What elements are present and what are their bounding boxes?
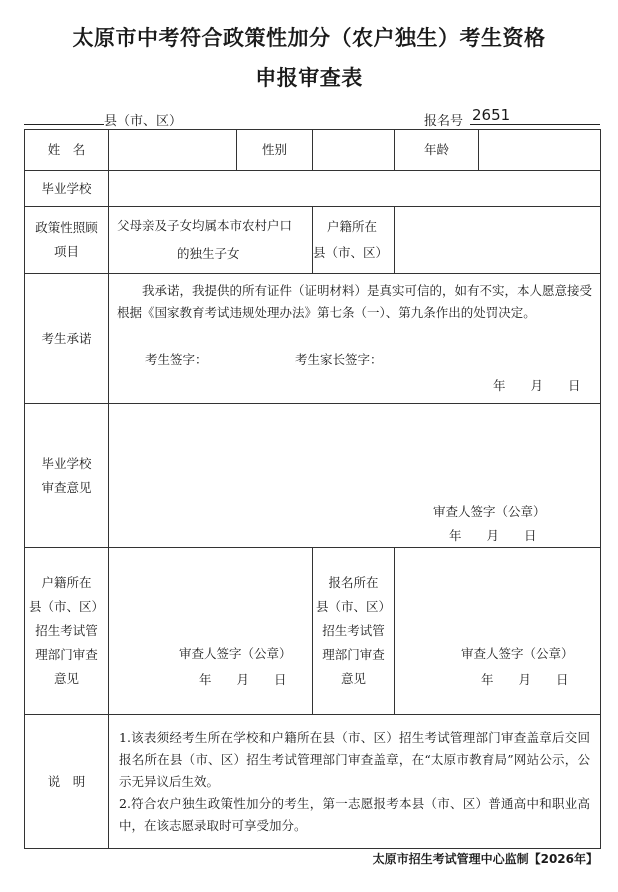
note-1: 1.该表须经考生所在学校和户籍所在县（市、区）招生考试管理部门审查盖章后交回报名所在县（市、区）招生考试管理部门审查盖章，在“太原市教育局”网站公示，公示无异议后生效。 [119,729,590,789]
student-sign-label: 考生签字： [145,352,208,367]
name-label: 姓 名 [25,130,109,171]
reg-review-date: 年 月 日 [481,672,569,687]
registration-number-value: 2651 [472,106,511,124]
hukou-review-label-line2: 县（市、区） [28,599,104,614]
note-2: 2.符合农户独生政策性加分的考生，第一志愿报考本县（市、区）普通高中和职业高中，在该志愿录取时可享受加分。 [119,795,590,833]
hukou-label-line1: 户籍所在 [327,219,378,234]
reg-reviewer-sign: 审查人签字（公章） [461,646,574,661]
school-review-date: 年 月 日 [449,528,537,543]
hukou-review-label-line5: 意见 [53,671,79,686]
form-subtitle: 申报审查表 [255,66,363,90]
policy-value [109,207,313,274]
policy-label-line1: 政策性照顾 [35,220,98,235]
hukou-field[interactable] [395,207,601,274]
pledge-label: 考生承诺 [25,274,109,404]
hukou-review-label-line4: 理部门审查 [35,647,98,662]
hukou-label [313,207,395,274]
registration-number-label: 报名号 [424,114,464,129]
reg-review-label-line3: 招生考试管 [322,623,385,638]
gender-label: 性别 [237,130,313,171]
school-review-label-line1: 毕业学校 [41,455,92,471]
hukou-review-label [25,548,109,715]
name-field[interactable] [109,130,237,171]
hukou-review-cell[interactable] [109,548,313,715]
policy-label-line2: 项目 [53,244,79,259]
school-review-label [25,404,109,548]
footer-issuer: 太原市招生考试管理中心监制【2026年】 [372,852,598,866]
registration-number-line [470,124,600,125]
parent-sign-label: 考生家长签字： [295,352,383,367]
application-form-table [24,129,601,849]
county-blank-line [24,124,104,125]
pledge-text: 我承诺，我提供的所有证件（证明材料）是真实可信的，如有不实，本人愿意接受根据《国家教育考试违规处理办法》第七条（一）、第九条作出的处罚决定。 [117,283,593,320]
school-review-cell[interactable] [109,404,601,548]
reg-review-cell[interactable] [395,548,601,715]
age-label: 年龄 [395,130,479,171]
pledge-cell [109,274,601,404]
pledge-date: 年 月 日 [493,378,581,393]
hukou-reviewer-sign: 审查人签字（公章） [179,646,292,661]
school-field[interactable] [109,171,601,207]
reg-review-label-line2: 县（市、区） [315,599,391,614]
reg-review-label-line4: 理部门审查 [322,647,385,662]
hukou-review-label-line3: 招生考试管 [35,623,98,638]
school-review-label-line2: 审查意见 [41,479,92,495]
form-title: 太原市中考符合政策性加分（农户独生）考生资格 [72,26,546,50]
reg-review-label [313,548,395,715]
reg-review-label-line1: 报名所在 [328,575,379,590]
gender-field[interactable] [313,130,395,171]
age-field[interactable] [479,130,601,171]
policy-value-line1: 父母亲及子女均属本市农村户口 [117,218,293,233]
county-label: 县（市、区） [104,114,183,129]
school-reviewer-sign: 审查人签字（公章） [433,504,546,519]
policy-value-line2: 的独生子女 [177,246,240,261]
hukou-label-line2: 县（市、区） [313,245,389,260]
hukou-review-date: 年 月 日 [199,672,287,687]
policy-label [25,207,109,274]
reg-review-label-line5: 意见 [340,671,366,686]
hukou-review-label-line1: 户籍所在 [41,575,92,590]
notes-label: 说 明 [25,715,109,849]
school-label: 毕业学校 [25,171,109,207]
notes-cell [109,715,601,849]
